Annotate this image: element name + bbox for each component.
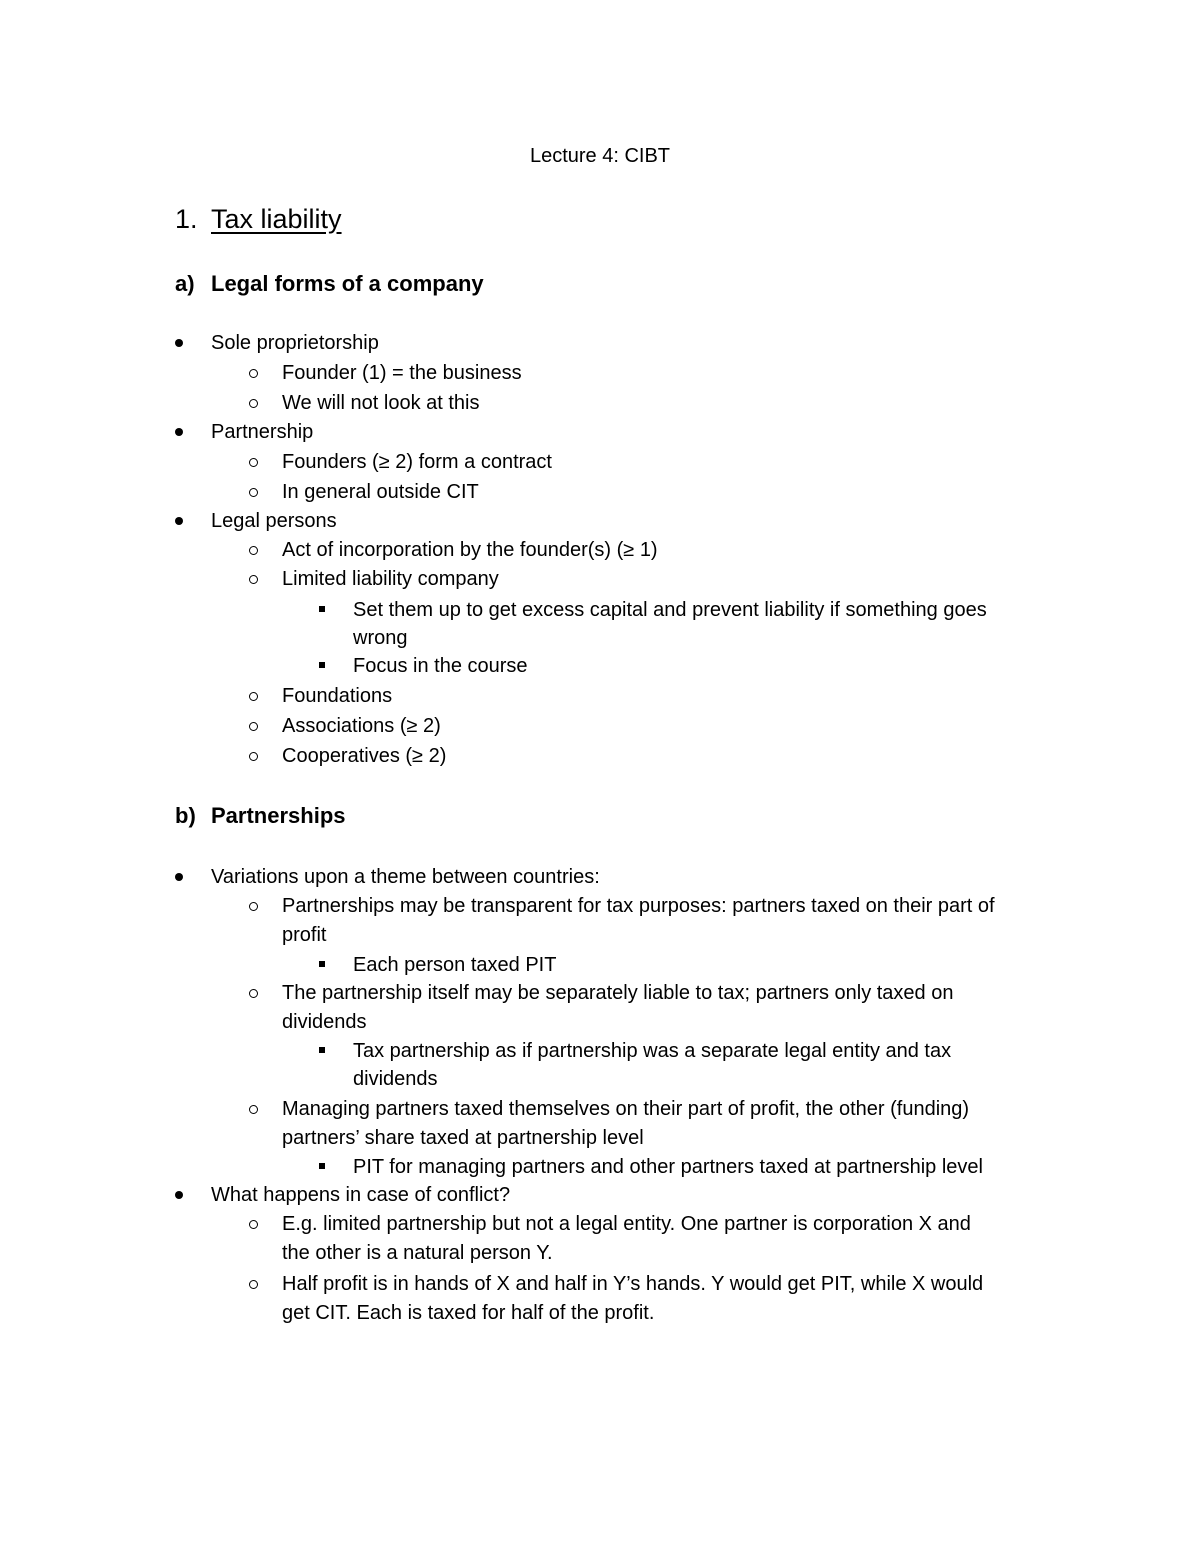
circle-bullet-icon: [249, 458, 258, 467]
bullet-icon: [175, 428, 183, 436]
bullet-icon: [175, 339, 183, 347]
list-item: Variations upon a theme between countries:: [211, 866, 600, 888]
square-bullet-icon: [319, 961, 325, 967]
list-item: Act of incorporation by the founder(s) (≥ 1): [282, 539, 658, 561]
circle-bullet-icon: [249, 902, 258, 911]
subsection-title: Legal forms of a company: [211, 271, 484, 296]
list-item: E.g. limited partnership but not a legal entity. One partner is corporation X and: [282, 1213, 971, 1235]
subsection-letter: a): [175, 271, 195, 296]
section-title: Tax liability: [211, 204, 342, 234]
circle-bullet-icon: [249, 369, 258, 378]
list-item-continuation: partners’ share taxed at partnership level: [282, 1127, 644, 1149]
square-bullet-icon: [319, 1047, 325, 1053]
circle-bullet-icon: [249, 546, 258, 555]
list-item: The partnership itself may be separately liable to tax; partners only taxed on: [282, 982, 954, 1004]
circle-bullet-icon: [249, 575, 258, 584]
circle-bullet-icon: [249, 1280, 258, 1289]
subsection-heading-a: [175, 270, 484, 298]
list-item: Partnership: [211, 421, 314, 443]
square-bullet-icon: [319, 1163, 325, 1169]
list-item-continuation: profit: [282, 924, 327, 946]
subsection-heading-b: [175, 802, 346, 830]
list-item: Associations (≥ 2): [282, 715, 441, 737]
circle-bullet-icon: [249, 722, 258, 731]
bullet-icon: [175, 873, 183, 881]
list-item: Each person taxed PIT: [353, 954, 557, 976]
square-bullet-icon: [319, 606, 325, 612]
circle-bullet-icon: [249, 752, 258, 761]
list-item: Foundations: [282, 685, 393, 707]
subsection-letter: b): [175, 803, 196, 828]
list-item: Sole proprietorship: [211, 332, 379, 354]
bullet-icon: [175, 517, 183, 525]
list-item: Partnerships may be transparent for tax purposes: partners taxed on their part of: [282, 895, 995, 917]
list-item: PIT for managing partners and other partners taxed at partnership level: [353, 1156, 983, 1178]
list-item-continuation: wrong: [353, 627, 408, 649]
document-title: Lecture 4: CIBT: [529, 145, 671, 167]
circle-bullet-icon: [249, 1105, 258, 1114]
list-item: Half profit is in hands of X and half in Y’s hands. Y would get PIT, while X would: [282, 1273, 984, 1295]
section-heading: [175, 202, 342, 236]
list-item-continuation: dividends: [353, 1068, 438, 1090]
section-number: 1.: [175, 204, 198, 234]
circle-bullet-icon: [249, 989, 258, 998]
list-item: Founder (1) = the business: [282, 362, 522, 384]
list-item: Set them up to get excess capital and prevent liability if something goes: [353, 599, 987, 621]
list-item: Tax partnership as if partnership was a separate legal entity and tax: [353, 1040, 952, 1062]
list-item: Focus in the course: [353, 655, 528, 677]
circle-bullet-icon: [249, 399, 258, 408]
list-item-continuation: the other is a natural person Y.: [282, 1242, 553, 1264]
bullet-icon: [175, 1191, 183, 1199]
list-item: What happens in case of conflict?: [211, 1184, 511, 1206]
list-item: Limited liability company: [282, 568, 499, 590]
list-item: We will not look at this: [282, 392, 480, 414]
list-item: Founders (≥ 2) form a contract: [282, 451, 552, 473]
list-item-continuation: dividends: [282, 1011, 367, 1033]
list-item: Legal persons: [211, 510, 337, 532]
list-item-continuation: get CIT. Each is taxed for half of the profit.: [282, 1302, 655, 1324]
square-bullet-icon: [319, 662, 325, 668]
circle-bullet-icon: [249, 692, 258, 701]
circle-bullet-icon: [249, 488, 258, 497]
subsection-title: Partnerships: [211, 803, 346, 828]
list-item: Managing partners taxed themselves on their part of profit, the other (funding): [282, 1098, 970, 1120]
list-item: Cooperatives (≥ 2): [282, 745, 447, 767]
list-item: In general outside CIT: [282, 481, 479, 503]
circle-bullet-icon: [249, 1220, 258, 1229]
